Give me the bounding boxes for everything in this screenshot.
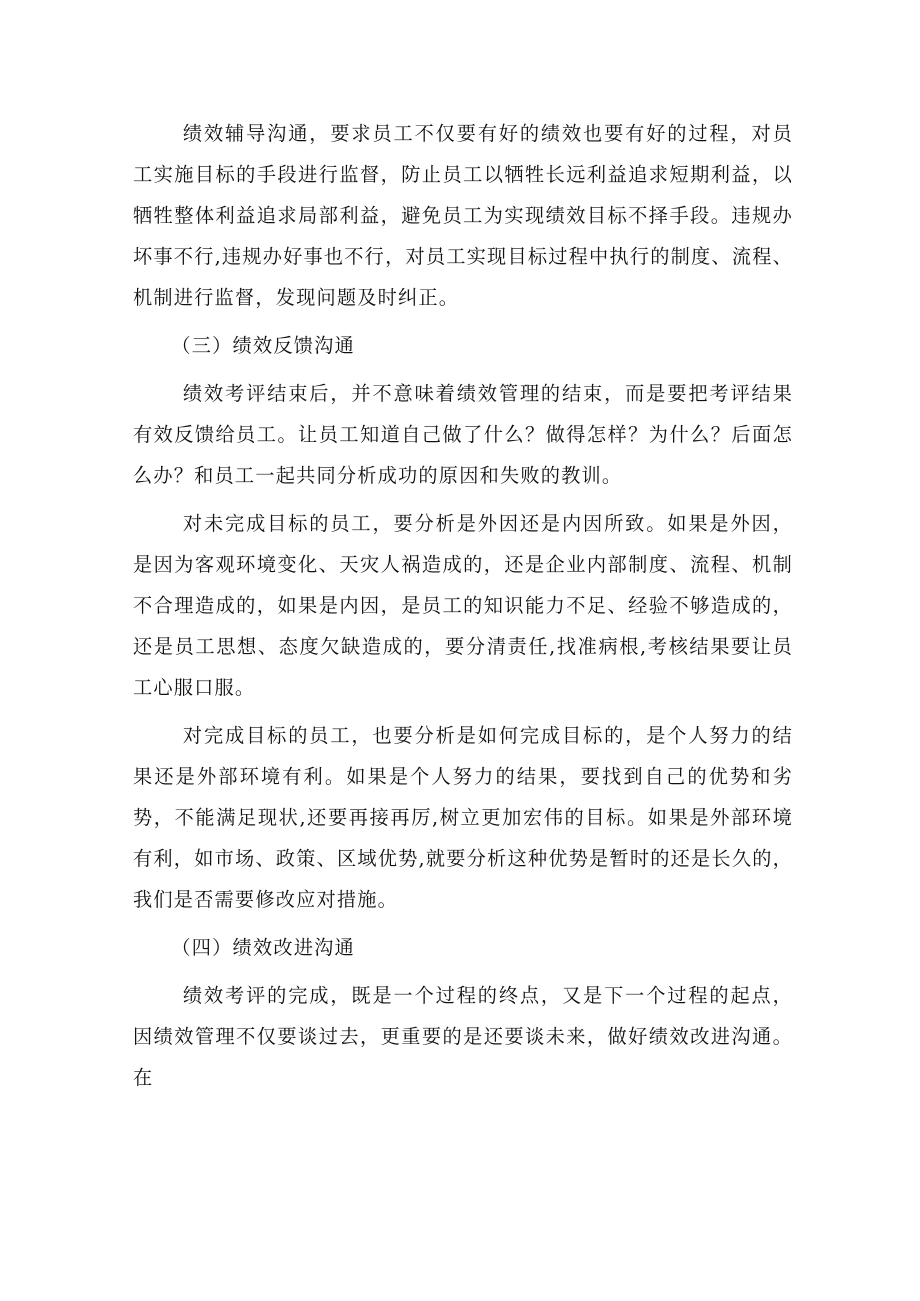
- section-heading-improvement-communication: （四）绩效改进沟通: [171, 936, 355, 959]
- paragraph-improvement-intro: 绩效考评的完成，既是一个过程的终点，又是下一个过程的起点，因绩效管理不仅要谈过去，更重要的是还要谈未来，做好绩效改进沟通。在: [133, 984, 793, 1089]
- section-heading-feedback-communication: （三）绩效反馈沟通: [171, 334, 355, 357]
- document-body: [133, 113, 793, 1105]
- paragraph-coaching-communication: 绩效辅导沟通，要求员工不仅要有好的绩效也要有好的过程，对员工实施目标的手段进行监督，防止员工以牺牲长远利益追求短期利益，以牺牲整体利益追求局部利益，避免员工为实现绩效目标不择手段。违规办坏事不行,违规办好事也不行，对员工实现目标过程中执行的制度、流程、机制进行监督，发现问题及时纠正。: [133, 122, 793, 309]
- paragraph-finished-targets: 对完成目标的员工，也要分析是如何完成目标的，是个人努力的结果还是外部环境有利。如果是个人努力的结果，要找到自己的优势和劣势，不能满足现状,还要再接再厉,树立更加宏伟的目标。如果是外部环境有利，如市场、政策、区域优势,就要分析这种优势是暂时的还是长久的，我们是否需要修改应对措施。: [133, 724, 793, 911]
- paragraph-unfinished-targets: 对未完成目标的员工，要分析是外因还是内因所致。如果是外因，是因为客观环境变化、天灾人祸造成的，还是企业内部制度、流程、机制不合理造成的，如果是内因，是员工的知识能力不足、经验不够造成的，还是员工思想、态度欠缺造成的，要分清责任,找准病根,考核结果要让员工心服口服。: [133, 512, 793, 699]
- paragraph-feedback-intro: 绩效考评结束后，并不意味着绩效管理的结束，而是要把考评结果有效反馈给员工。让员工知道自己做了什么？做得怎样？为什么？后面怎么办？和员工一起共同分析成功的原因和失败的教训。: [133, 382, 793, 487]
